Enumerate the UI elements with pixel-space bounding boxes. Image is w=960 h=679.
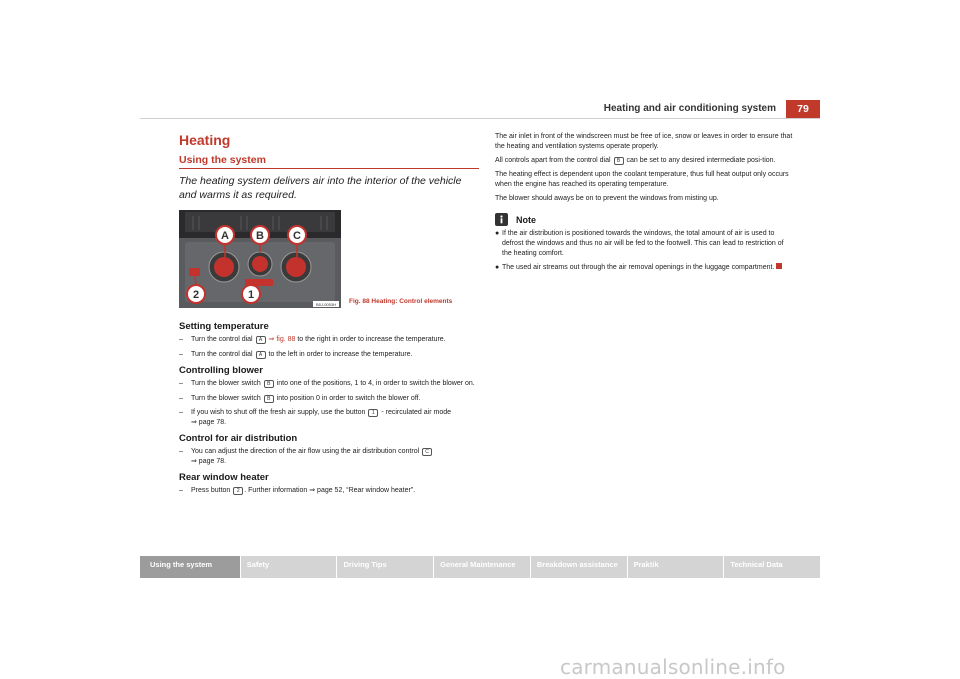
section-subtitle: Using the system — [179, 154, 479, 169]
note-header — [495, 213, 795, 226]
callout-c: C — [293, 230, 301, 242]
tab-using-the-system[interactable]: Using the system — [140, 556, 240, 578]
section-intro-text: The heating system delivers air into the interior of the vehicle and warms it as required. — [179, 175, 462, 201]
control-badge: 1 — [368, 409, 378, 417]
tab-driving-tips[interactable]: Driving Tips — [337, 556, 433, 578]
figure-code: B5J-0053H — [315, 302, 337, 307]
control-badge: B — [614, 157, 624, 165]
paragraph-air-inlet: The air inlet in front of the windscreen must be free of ice, snow or leaves in order to ensure that the heating and ventilation systems operate properly. — [495, 133, 793, 150]
footer-nav — [140, 556, 820, 578]
step-recirculation: – If you wish to shut off the fresh air supply, use the button 1 - recirculated air mode ⇒ page 78. — [179, 409, 451, 426]
note-item: ● If the air distribution is positioned towards the windows, the total amount of air is used to defrost the windows and thus no air will be fed to the footwell. This can lead to restriction of the heating comfort. — [495, 230, 784, 257]
end-of-section-mark — [776, 263, 782, 269]
step-blower-off: – Turn the blower switch B into position 0 in order to switch the blower off. — [179, 394, 421, 402]
control-badge: B — [264, 380, 274, 388]
step-rear-window: – Press button 2 . Further information ⇒ page 52, “Rear window heater”. — [179, 487, 416, 494]
control-badge: C — [422, 448, 432, 456]
tab-safety[interactable]: Safety — [241, 556, 337, 578]
control-badge: A — [256, 336, 266, 344]
control-panel-illustration — [179, 210, 341, 308]
note-text: If the air distribution is positioned towards the windows, the total amount of air is used to defrost the windows and thus no air will be fed to the footwell. This can lead to restriction of the heating comfort. — [502, 230, 784, 257]
step-text: to the left in order to increase the temperature. — [268, 350, 413, 358]
step-text: Turn the blower switch — [191, 394, 261, 402]
page-header — [140, 100, 820, 119]
step-text: into one of the positions, 1 to 4, in order to switch the blower on. — [276, 380, 475, 387]
tab-breakdown-assistance[interactable]: Breakdown assistance — [531, 556, 627, 578]
heading-air-distribution: Control for air distribution — [179, 433, 298, 444]
page-reference[interactable]: ⇒ page 78. — [191, 457, 227, 465]
paragraph-text: All controls apart from the control dial — [495, 157, 611, 164]
header-divider — [140, 118, 820, 119]
callout-1: 1 — [247, 289, 255, 301]
header-title: Heating and air conditioning system — [603, 103, 776, 114]
step-text: to the right in order to increase the temperature. — [297, 336, 446, 343]
page-reference[interactable]: ⇒ page 78. — [191, 418, 227, 426]
paragraph-blower: The blower should aways be on to prevent the windows from misting up. — [495, 195, 719, 202]
step-text: - recirculated air mode — [381, 409, 451, 416]
section-title: Heating — [179, 132, 231, 148]
control-badge: 2 — [233, 487, 243, 495]
section-intro — [179, 132, 479, 202]
step-air-distribution: – You can adjust the direction of the air flow using the air distribution control C ⇒ page 78. — [179, 447, 479, 466]
tab-general-maintenance[interactable]: General Maintenance — [434, 556, 530, 578]
page-number: 79 — [786, 100, 820, 119]
step-text: Turn the blower switch — [191, 380, 261, 387]
step-text: Press button — [191, 487, 231, 494]
step-temperature-decrease: – Turn the control dial A to the left in order to increase the temperature. — [179, 350, 413, 358]
figure-caption: Fig. 88 Heating: Control elements — [349, 298, 453, 305]
callout-a: A — [221, 230, 229, 242]
step-text: You can adjust the direction of the air flow using the air distribution control — [191, 448, 420, 455]
info-icon — [495, 213, 508, 226]
step-text: If you wish to shut off the fresh air supply, use the button — [191, 409, 366, 416]
heading-setting-temperature: Setting temperature — [179, 321, 269, 332]
control-badge: B — [264, 395, 274, 403]
figure-link[interactable]: ⇒ fig. 88 — [268, 336, 296, 343]
step-text: Turn the control dial — [191, 336, 253, 343]
control-badge: A — [256, 351, 266, 359]
tab-technical-data[interactable]: Technical Data — [724, 556, 820, 578]
paragraph-text: can be set to any desired intermediate posi-tion. — [626, 157, 776, 164]
step-blower-on: – Turn the blower switch B into one of the positions, 1 to 4, in order to switch the blower on. — [179, 380, 475, 387]
watermark: carmanualsonline.info — [560, 655, 786, 679]
step-text: . Further information ⇒ page 52, “Rear window heater”. — [244, 487, 416, 494]
note-title: Note — [516, 214, 536, 225]
right-column — [495, 132, 795, 277]
callout-b: B — [256, 230, 264, 242]
heading-controlling-blower: Controlling blower — [179, 365, 263, 376]
tab-praktik[interactable]: Praktik — [628, 556, 724, 578]
note-text: The used air streams out through the air removal openings in the luggage compartment. — [502, 264, 775, 271]
heading-rear-window: Rear window heater — [179, 472, 269, 483]
note-item: ● The used air streams out through the air removal openings in the luggage compartment. — [495, 263, 795, 273]
paragraph-heating-effect: The heating effect is dependent upon the coolant temperature, thus full heat output only occurs when the engine has reached its operating temperature. — [495, 171, 789, 188]
paragraph-controls — [495, 156, 795, 166]
step-text: Turn the control dial — [191, 350, 253, 358]
callout-2: 2 — [192, 289, 200, 301]
control-panel-figure — [179, 210, 341, 308]
step-text: into position 0 in order to switch the blower off. — [276, 394, 421, 402]
step-temperature-increase: – Turn the control dial A ⇒ fig. 88 to the right in order to increase the temperature. — [179, 336, 446, 343]
instructions — [179, 321, 479, 501]
